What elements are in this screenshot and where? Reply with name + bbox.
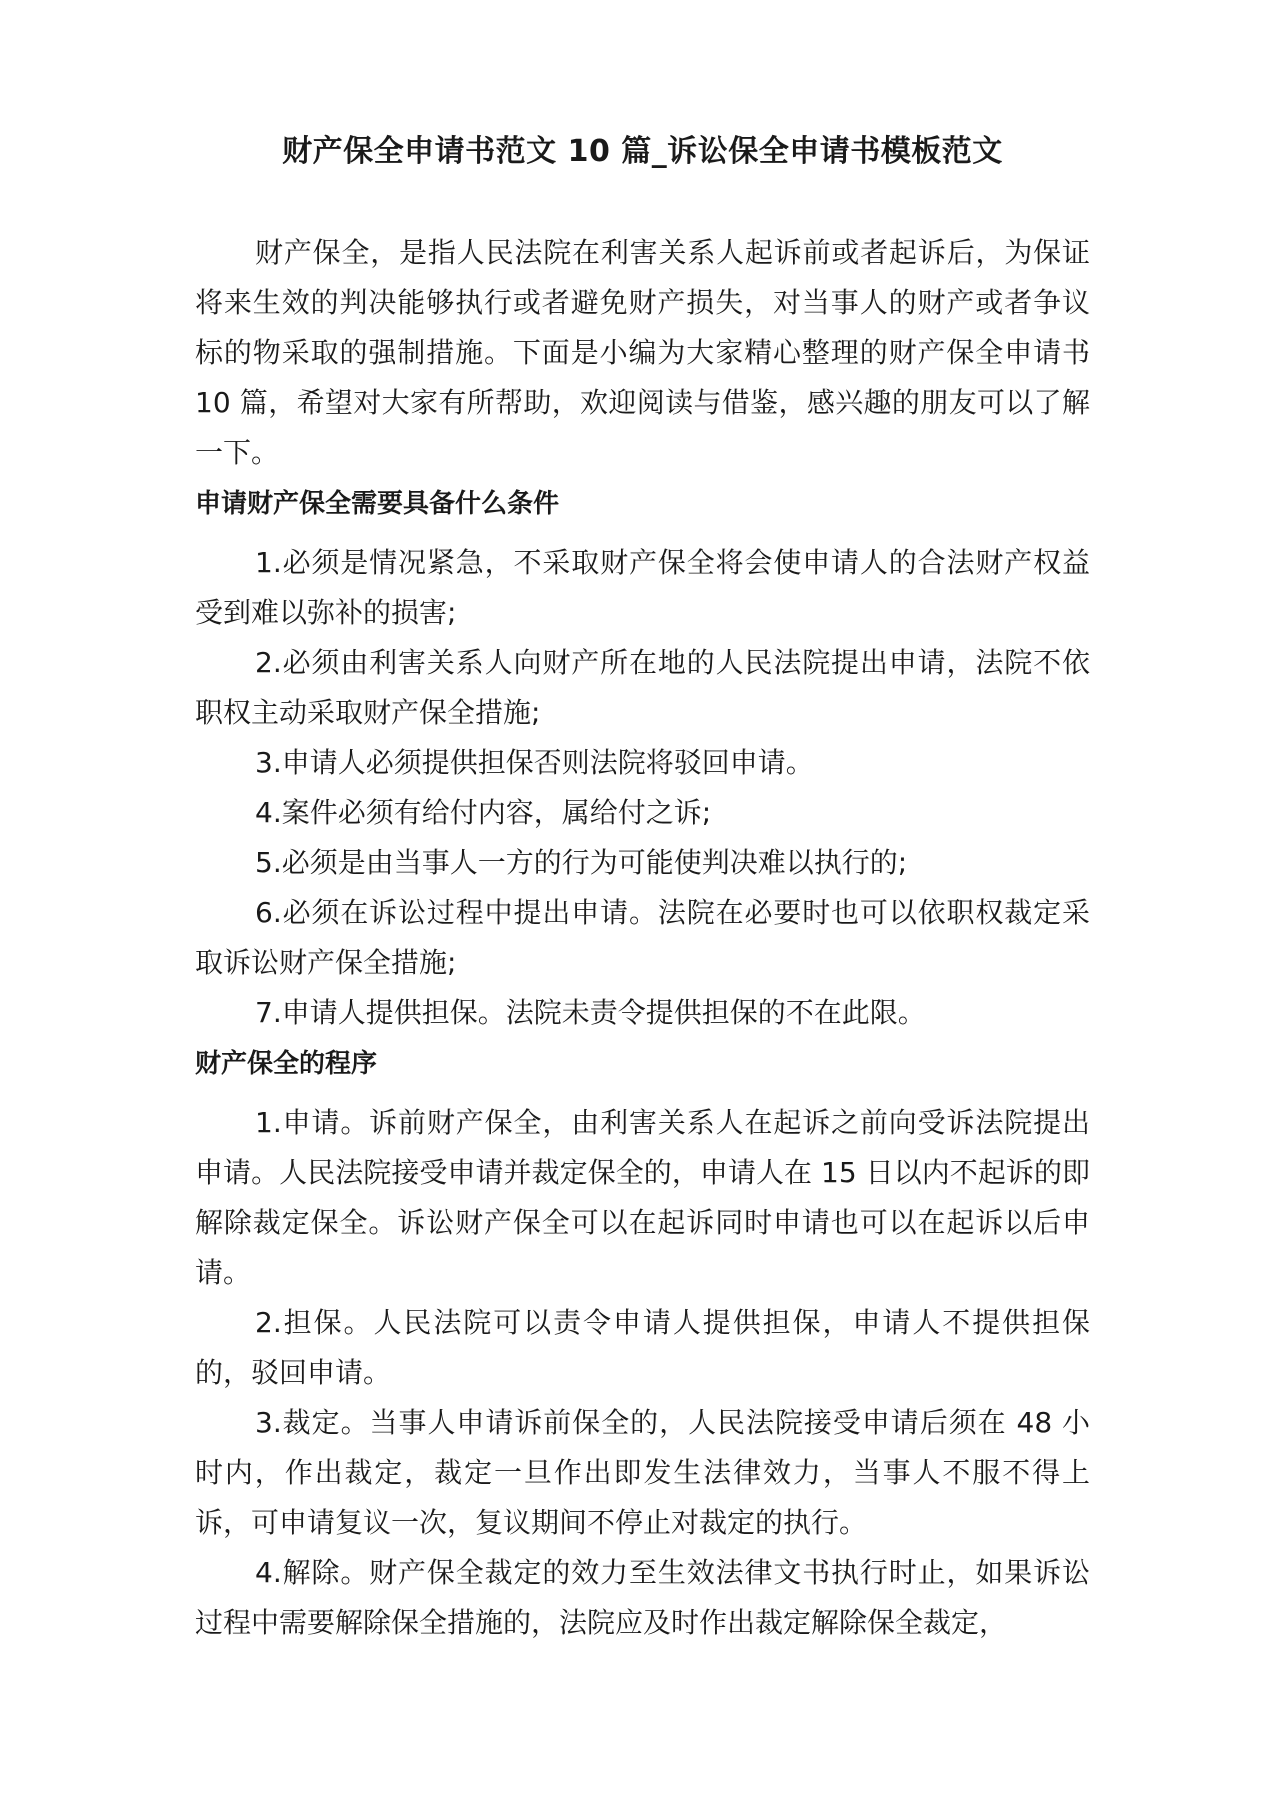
section-heading: 财产保全的程序 — [195, 1049, 378, 1079]
document-page — [195, 130, 1090, 1648]
condition-item: 6.必须在诉讼过程中提出申请。法院在必要时也可以依职权裁定采取诉讼财产保全措施; — [195, 896, 1090, 979]
procedure-item: 2.担保。人民法院可以责令申请人提供担保，申请人不提供担保的，驳回申请。 — [195, 1306, 1090, 1389]
document-title: 财产保全申请书范文 10 篇_诉讼保全申请书模板范文 — [282, 134, 1003, 169]
condition-item: 3.申请人必须提供担保否则法院将驳回申请。 — [255, 746, 814, 779]
condition-item: 1.必须是情况紧急，不采取财产保全将会使申请人的合法财产权益受到难以弥补的损害; — [195, 546, 1090, 629]
condition-item: 4.案件必须有给付内容，属给付之诉; — [255, 796, 712, 829]
condition-item: 7.申请人提供担保。法院未责令提供担保的不在此限。 — [255, 996, 926, 1029]
section-procedure — [195, 1042, 1090, 1648]
section-conditions — [195, 482, 1090, 1038]
intro-paragraph: 财产保全，是指人民法院在利害关系人起诉前或者起诉后，为保证将来生效的判决能够执行或者避免财产损失，对当事人的财产或者争议标的物采取的强制措施。下面是小编为大家精心整理的财产保全申请书 10 篇，希望对大家有所帮助，欢迎阅读与借鉴，感兴趣的朋友可以了解一下。 — [195, 236, 1090, 469]
procedure-item: 1.申请。诉前财产保全，由利害关系人在起诉之前向受诉法院提出申请。人民法院接受申请并裁定保全的，申请人在 15 日以内不起诉的即解除裁定保全。诉讼财产保全可以在起诉同时申请也可以在起诉以后申请。 — [195, 1106, 1090, 1289]
procedure-item: 4.解除。财产保全裁定的效力至生效法律文书执行时止，如果诉讼过程中需要解除保全措施的，法院应及时作出裁定解除保全裁定， — [195, 1556, 1090, 1639]
condition-item: 5.必须是由当事人一方的行为可能使判决难以执行的; — [255, 846, 908, 879]
condition-item: 2.必须由利害关系人向财产所在地的人民法院提出申请，法院不依职权主动采取财产保全措施; — [195, 646, 1090, 729]
procedure-item: 3.裁定。当事人申请诉前保全的，人民法院接受申请后须在 48 小时内，作出裁定，裁定一旦作出即发生法律效力，当事人不服不得上诉，可申请复议一次，复议期间不停止对裁定的执行。 — [195, 1406, 1090, 1539]
section-heading: 申请财产保全需要具备什么条件 — [195, 489, 560, 519]
